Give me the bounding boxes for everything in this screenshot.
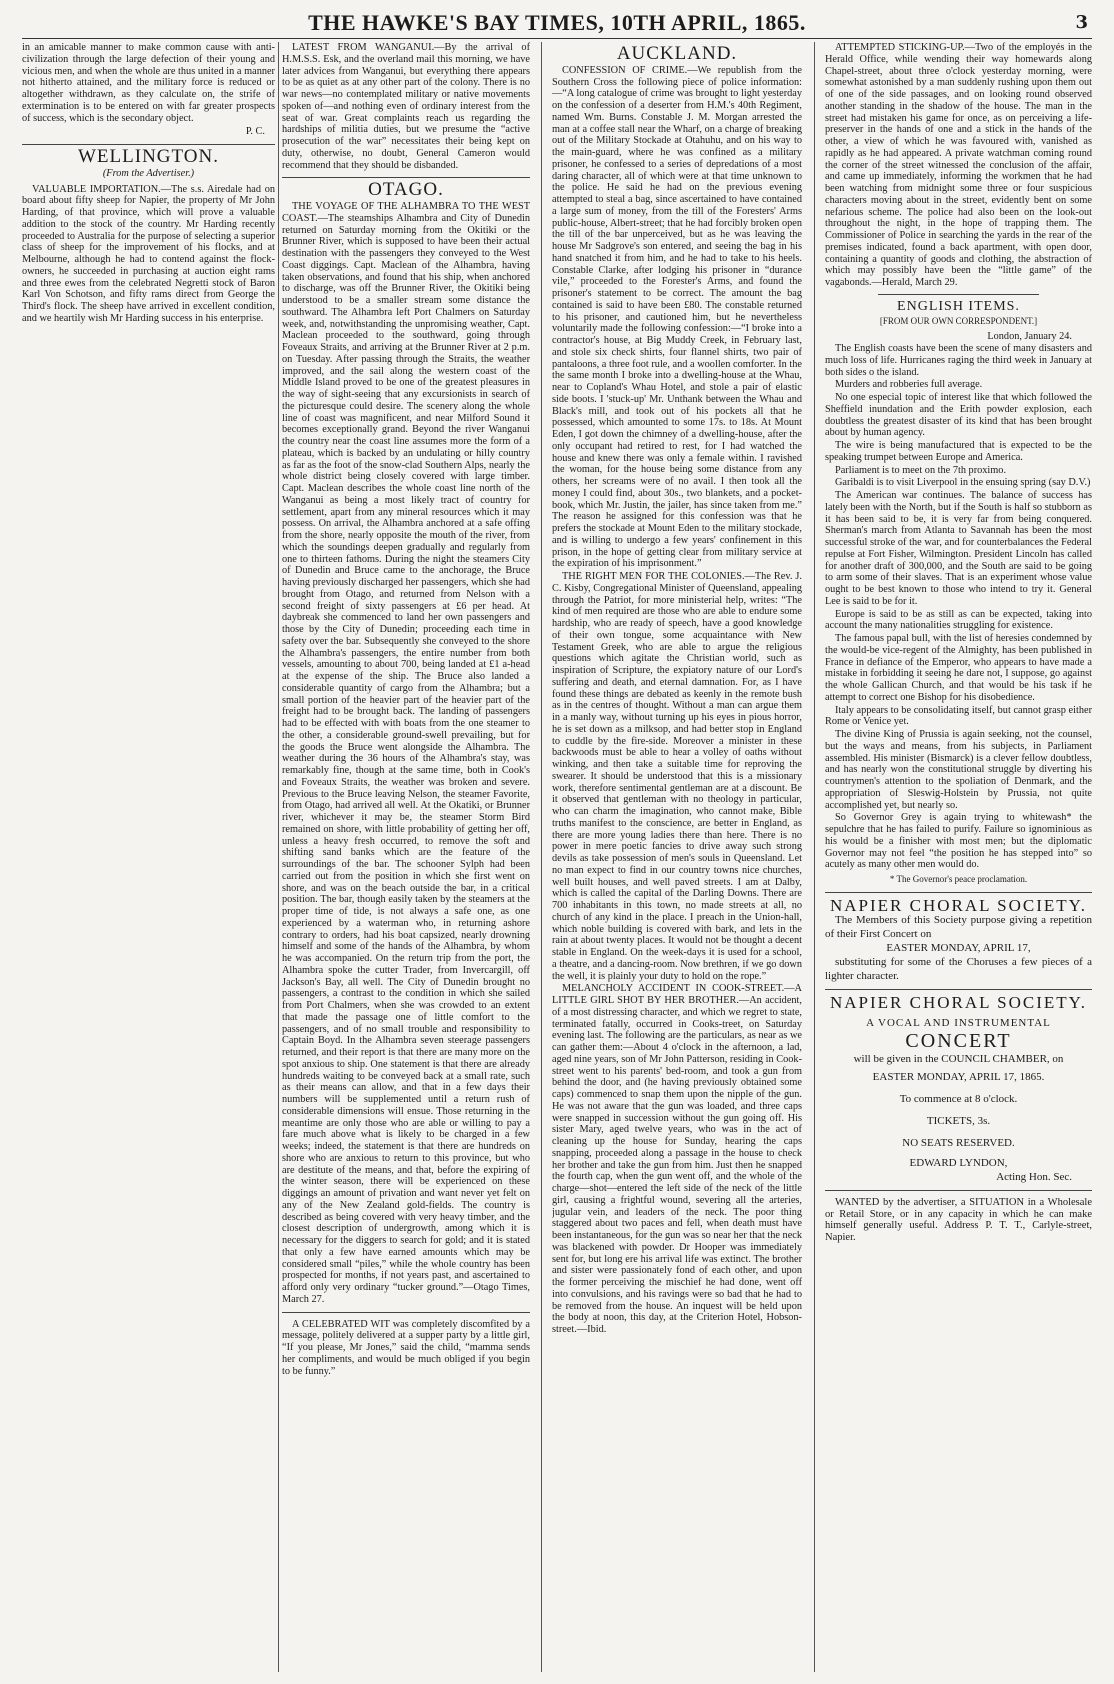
divider (282, 177, 530, 178)
ad-title: NAPIER CHORAL SOCIETY. (830, 992, 1087, 1012)
news-item: Murders and robberies full average. (835, 379, 983, 391)
news-item: The divine King of Prussia is again seeking, not the counsel, but the ways and means, from his subjects, in Parliament assembled. His minister (Bismarck) is a clever fellow doubtless, and has nearly won the constitutional struggle by diverting his countrymen's attention to the spoliation of Denmark, and the appropriation of Sleswig-Holstein by Prussia, not quite accomplished yet, but nearly so. (825, 729, 1092, 811)
news-item: The wire is being manufactured that is expected to be the speaking trumpet between Europe and America. (825, 440, 1092, 463)
divider (825, 892, 1092, 893)
section-source: (From the Advertiser.) (102, 167, 195, 179)
ad-sig-name: EDWARD LYNDON, (909, 1156, 1008, 1169)
article-paragraph: LATEST FROM WANGANUI.—By the arrival of H.M.S.S. Esk, and the overland mail this morning, we have later advices from Wanganui, but everything there appears to be as quiet as at any other part of the colony. There is no war news—no contemplated military or native movements spoken of—and nothing even of ordinary interest from the seat of war. Great complaints reach us regarding the hardships of militia duties, but we presume the “active prosecution of the war” necessitates their being kept on duty, otherwise, no doubt, General Cameron would recommend that they should be disbanded. (282, 42, 530, 171)
article-paragraph: MELANCHOLY ACCIDENT IN COOK-STREET.—A LITTLE GIRL SHOT BY HER BROTHER.—An accident, of a most distressing character, and which we regret to state, terminated fatally, occurred in Cooks-treet, on Saturday evening last. The following are the particulars, as near as we can gather them:—About 4 o'clock in the afternoon, a lad, aged nine years, son of Mr John Patterson, residing in Cook-street went to his parents' bed-room, and took a gun from behind the door, and (he having previously obtained some caps) commenced to snap them upon the nipple of the gun. He was not aware that the gun was loaded, and three caps were snapped in succession without the gun going off. His sister Mary, aged twelve years, who was in the act of cleaning up the house for Sunday, hearing the caps snapping, proceeded along a passage in the house to check her brother and take the gun from him. Just then he snapped the fourth cap, when the gun went off, and the whole of the charge—shot—entered the left side of the neck of the little girl, causing a frightful wound, severing all the arteries, jugular vein, and leaders of the neck. The poor thing staggered about two paces and fell, when death must have been instantaneous, for the gun was so near her that the neck was blackened with powder. Dr Hooper was immediately sent for, but long ere his arrival life was extinct. The brother and sister were passionately fond of each other, and upon the former perceiving the mischief he had done, went off into convulsions, and his ravings were so bad that he had to be removed from the house. An inquest will be held upon the body at noon, this day, at the Criterion Hotel, Hobson-street.—Ibid. (552, 983, 802, 1335)
article-paragraph: THE RIGHT MEN FOR THE COLONIES.—The Rev. J. C. Kisby, Congregational Minister of Queensland, appealing through the Patriot, for more ministerial help, writes: “The kind of men required are those who are able to endure some hardship, who are ready of speech, have a good knowledge of their own tongue, some acquaintance with New Testament Greek, who are able to argue the religious questions which agitate the Christian world, such as inspiration of Scripture, the expiatory nature of our Lord's suffering and death, and eternal damnation. For, as I have found these things are debated as keenly in the remote bush as in the centres of thought. Without a man can argue them in a manly way, without turning up his eyes in pious horror, he is set down as a milksop, and had better stop in England to cuddle by the fire-side. Moreover a minister in these backwoods must be able to hear a volley of oaths without winking, and then take a suitable time for reproving the swearer. It should be understood that this is a missionary work, therefore sentimental gentleman are at a discount. Be it observed that gentleman with no theology in particular, who can charm the imagination, who cannot make, Bible truths manifest to the conscience, are better in England, as there are more young ladies there than here. There is no power in mere poetic fancies to drive away such strong devils as take possession of men's souls in Queensland. Let no man expect to find in our country towns nice churches, well built houses, and well paved streets. I am at Dalby, which is called the capital of the Darling Downs. There are 700 inhabitants in this town, no made streets at all, no church of any kind in the place. I preach in the Union-hall, which noble building is covered with bark, and lets in the rain at about twenty places. It would not be thought a decent stable in England. On the week-days it is used for a school, a theatre, and a dancing-room. Now brethren, if we go down the well, it is plainly your duty to hold on the rope.” (552, 571, 802, 982)
column-1 (22, 42, 275, 1674)
news-item: Garibaldi is to visit Liverpool in the ensuing spring (say D.V.) (835, 477, 1091, 489)
section-heading-auckland: AUCKLAND. (616, 43, 738, 64)
ad-noseats: NO SEATS RESERVED. (902, 1136, 1015, 1149)
divider (282, 1312, 530, 1313)
ad-tickets: TICKETS, 3s. (926, 1114, 991, 1127)
column-rule (814, 42, 815, 1672)
article-paragraph: ATTEMPTED STICKING-UP.—Two of the employés in the Herald Office, while wending their way homewards along Chapel-street, about three o'clock yesterday morning, were somewhat astonished by a man suddenly rushing upon them out of one of the side passages, and on looking round observed another standing in the shadow of the house. The man in the street had mistaken his game for once, as on perceiving a life-preserver in the hands of one and a stick in the hands of the other, a view of which he was favoured with, vanished as rapidly as he had appeared. A private watchman coming round the corner of the street witnessed the conclusion of the affair, and came up immediately, informing the workmen that he had been watching from midnight some three or four suspicious characters moving about in the street, evidently bent on some nefarious scheme. The police had also been on the look-out throughout the night, in the hope of trapping them. The Commissioner of Police in searching the yards in the rear of the premises indicated, found a back apartment, with open door, containing a quantity of goods and clothing, the abstraction of which may possibly have been the “little game” of the vagabonds.—Herald, March 29. (825, 42, 1092, 288)
news-item: Parliament is to meet on the 7th proximo. (835, 464, 1007, 476)
page-number: 3 (1075, 12, 1088, 33)
advertisement-choral-2 (825, 992, 1092, 1184)
advertisement-choral-1 (825, 895, 1092, 983)
signature: P. C. (245, 126, 265, 138)
masthead (22, 10, 1092, 39)
ad-line: will be given in the COUNCIL CHAMBER, on (853, 1052, 1064, 1065)
article-paragraph: in an amicable manner to make common cause with anti-civilization through the large defection of their young and vicious men, and when the whole are thus united in a manner not hitherto attained, and the military force is reduced or altogether withdrawn, as they calculate on, the strife of extermination is to be entered on with far greater prospects of success, which is the secondary object. (22, 42, 275, 124)
section-heading-otago: OTAGO. (368, 179, 444, 201)
ad-concert: CONCERT (905, 1029, 1012, 1052)
advertisement-wanted: WANTED by the advertiser, a SITUATION in a Wholesale or Retail Store, or in any capacity in which he can make himself generally useful. Address P. T. T., Carlyle-street, Napier. (825, 1196, 1092, 1243)
section-heading-english-items: ENGLISH ITEMS. (897, 298, 1020, 314)
column-3 (552, 42, 802, 1674)
ad-text: The Members of this Society purpose giving a repetition of their First Concert on (825, 913, 1092, 940)
column-2 (282, 42, 530, 1674)
divider (22, 144, 275, 145)
column-rule (278, 42, 279, 1672)
section-heading-wellington: WELLINGTON. (78, 146, 219, 167)
column-4 (825, 42, 1092, 1674)
section-source: [FROM OUR OWN CORRESPONDENT.] (879, 315, 1038, 326)
ad-title: NAPIER CHORAL SOCIETY. (830, 895, 1087, 915)
article-paragraph: THE VOYAGE OF THE ALHAMBRA TO THE WEST COAST.—The steamships Alhambra and City of Dunedin returned on Saturday morning from the Okitiki or the Brunner River, which is supposed to have been their actual destination with the passengers they conveyed to the West Coast diggings. Capt. Maclean of the Alhambra, having taken observations, and found that his ship, when anchored to discharge, was off the Brunner River, the Okitiki being understood to be a smaller stream some distance the southward. The Alhambra left Port Chalmers on Saturday week, and, notwithstanding the unpromising weather, Capt. Maclean proceeded to the southward, going through Foveaux Straits, and arriving at the Brunner River at 2 p.m. on Tuesday. After passing through the Straits, the weather improved, and the sail along the western coast of the Middle Island proved to be one of the greatest pleasures in the way of sight-seeing that any excursionists in search of the picturesque could desire. The scenery along the whole line of coast was magnificent, and near Milford Sound it becomes exceptionally grand. Beyond the river Wanganui the country near the coast line assumes more the form of a plateau, which is backed by an undulating or hilly country as far as the foot of the snow-clad Southern Alps, nearly the whole district being closely covered with large timber. Capt. Maclean describes the whole coast line north of the Wanganui as being a most likely tract of country for settlement, apart from any mineral resources which it may possess. On arrival, the Alhambra anchored at a safe offing from the shore, nearly opposite the mouth of the river, from which the soundings deepen gradually and regularly from one to thirteen fathoms. During the night the steamers City of Dunedin and Bruce came to the anchorage, the Bruce having previously discharged her passengers, which she had brought from Otago, and returned from Nelson with a second freight of sixty passengers at £6 per head. At daybreak she commenced to land her own passengers and those by the City of Dunedin; proceeding each time in safety over the bar. Subsequently she conveyed to the shore the Alhambra's passengers, the entire number from both vessels, amounting to about 700, being landed at £1 a-head at the expense of the ship. The Bruce also landed a considerable quantity of cargo from the Alhambra; but a small portion of the heavier part of the heavier part of the freight had to be brought back. The landing of passengers had to be effected with with boats from the one steamer to the other, a considerable ground-swell prevailing, but for the goods the Bruce went alongside the Alhambra. The weather during the 36 hours of the Alhambra's stay, was remarkably fine, though at the same time, both in Cook's and Foveaux Straits, the weather was broken and severe. Previous to the Bruce leaving Nelson, the steamer Favorite, from Otago, had arrived all well. At the Okatiki, or Brunner river, whichever it may be, the steamer Storm Bird remained on shore, with little probability of getting her off, unless a heavy fresh occurred, to remove the soft and shifting sand banks which are the feature of the surroundings of the bar. The schooner Sylph had been carried out from the position in which she first went on shore, and was on the beach outside the bar, in a critical position. The bar, though easily taken by the steamers at the proper time of tide, is not always a safe one, as one experienced by a waterman who, in returning ashore contrary to orders, had his boat capsized, nearly drowning himself and some of the hands of the Alhambra, by whom he was accompanied. On the return trip from the port, the Alhambra spoke the cutter Trader, from Invercargill, off Jackson's Bay, all well. The City of Dunedin brought no passengers, a contrast to the condition in which she sailed from Port Chalmers, when she was crowded to an extent that made the passage one of little comfort to the passengers, and of no small trouble and responsibility to Captain Boyd. In the Alhambra seven steerage passengers returned, and their report is that there are many more on the spot anxious to ship. One statement is that there are already hundreds waiting to be conveyed back at a small rate, such as their means can allow, and that in a few days their numbers will be supplemented until a return rush of considerable dimensions will ensue. Those returning in the meantime are only those who are able or willing to pay a fare much above what is likely to be charged in a few weeks; indeed, the statement is that there are hundreds on shore who are anxious to return to this province, but who are destitute of the means, and that, before the expiring of the winter season, there will be experienced on these diggings an amount of privation and want never yet felt on any of the New Zealand gold-fields. The country is described as being covered with very heavy timber, and the closest description of undergrowth, among which it is necessary for the diggers to search for gold; and it is stated that only a few have earned amounts which may be considered small “piles,” while the whole country has been prospected for months, if not years past, and ascertained to afford only very ordinary “tucker ground.”—Otago Times, March 27. (282, 201, 530, 1305)
dateline: London, January 24. (987, 331, 1072, 343)
masthead-title: THE HAWKE'S BAY TIMES, 10TH APRIL, 1865. (308, 10, 806, 35)
divider (878, 294, 1038, 295)
ad-date: EASTER MONDAY, APRIL 17, 1865. (872, 1070, 1045, 1083)
news-item: The English coasts have been the scene of many disasters and much loss of life. Hurricanes raging the third week in January at both sides o the island. (825, 343, 1092, 378)
news-item: So Governor Grey is again trying to whitewash* the sepulchre that he has failed to purify. Failure so ignominious as his would be a finisher with most men; but the diplomatic Governor may not feel “the position he has stepped into” so acutely as many other men would do. (825, 812, 1092, 871)
news-item: Europe is said to be as still as can be expected, taking into account the many nationalities struggling for existence. (825, 608, 1092, 632)
divider (825, 1190, 1092, 1191)
ad-time: To commence at 8 o'clock. (899, 1092, 1018, 1105)
ad-date: EASTER MONDAY, APRIL 17, (886, 941, 1031, 954)
article-paragraph: CONFESSION OF CRIME.—We republish from the Southern Cross the following piece of police information:—“A long catalogue of crime was brought to light yesterday on the confession of a deserter from H.M.'s 40th Regiment, named Wm. Burns. Constable J. M. Morgan arrested the man at a coffee stall near the Wharf, on a charge of breaking out of the Military Stockade at Otahuhu, and on his way to the main-guard, where he was confined as a military prisoner, he confessed to a series of depredations of a most daring character, all of which were at that time unknown to the police. He said he had on the previous evening attempted to steal a bag, since ascertained to have contained a large sum of money, from the till of the Foresters' Arms public-house, Albert-street; that he had forcibly broken open the till of the bar unperceived, but as he was leaving the house Mr Sadgrove's son entered, and seeing the bag in his hand snatched it from him, and he had to take to his heels. Constable Clarke, after lodging his prisoner in “durance vile,” proceeded to the Forester's Arms, and found the prisoner's statement to be correct. The amount the bag contained is said to have been £80. The constable returned to his prisoner, and cautioned him, but he nevertheless voluntarily made the following confession:—“I broke into a contractor's house, at Big Muddy Creek, in February last, and stole six check shirts, four flannel shirts, two pair of pantaloons, a three foot rule, and a woollen comforter. In the the same month I broke into a dwelling-house at the Whau, near to Copland's Whau Hotel, and stole a pair of elastic side boots. I 'stuck-up' Mr. Unthank between the Whau and Black's mill, and took out of his pockets all that he possessed, which amounted to some 17s. to 18s. At Mount Eden, I got down the chimney of a dwelling-house, after the only occupant had retired to rest, for I had watched the house and knew there was only a female within. I ravished the woman, for the house being some distance from any others, her screams were of no avail. I then took all the money I could find, about 30s., two blankets, and a pocket-book, which Mr. Justin, the jailer, has since taken from me.” The reason he assigned for this confession was that he prefers the stockade at Mount Eden to the military stockade, and is willing to undergo a few years' confinement in this prison, in the hope of getting clear from military service at the expiration of his imprisonment.” (552, 64, 802, 570)
ad-line: A VOCAL AND INSTRUMENTAL (866, 1016, 1051, 1029)
article-paragraph: A CELEBRATED WIT was completely discomfited by a message, politely delivered at a supper party by a little girl, “If you please, Mr Jones,” said the child, “mamma sends her compliments, and would be much obliged if you begin to be funny.” (282, 1318, 530, 1377)
footnote: * The Governor's peace proclamation. (889, 874, 1028, 884)
column-rule (541, 42, 542, 1672)
ad-sig-role: Acting Hon. Sec. (996, 1170, 1072, 1183)
news-item: The American war continues. The balance of success has lately been with the North, but if the South is half so stubborn as it has been said to be, it is very far from being conquered. Sherman's march from Atlanta to Savannah has been the most successful stroke of the war, and for counterbalances the Federal repulse at Fort Fisher, Wilmington. President Lincoln has called for another draft of 300,000, and the South are said to be going to arm some of their slaves. That is an experiment whose value ought to be best known to those who intend to try it. General Lee is said to be for it. (825, 490, 1092, 607)
article-paragraph: VALUABLE IMPORTATION.—The s.s. Airedale had on board about fifty sheep for Napier, the property of Mr John Harding, of that province, which will prove a valuable addition to the stock of the country. Mr Harding recently proceeded to Australia for the purpose of selecting a superior class of sheep for the improvement of his flocks, and at Melbourne, although he had to contend against the flock-owners, he succeeded in purchasing at auction eight rams and three ewes from the celebrated Negretti stock of Baron Karl Von Schotson, and fifty rams direct from George the Third's flock. The sheep have arrived in excellent condition, and we heartily wish Mr Harding success in his enterprise. (22, 183, 275, 324)
news-item: Italy appears to be consolidating itself, but cannot grasp either Rome or Venice yet. (825, 704, 1092, 728)
news-item: The famous papal bull, with the list of heresies condemned by the would-be vice-regent of the Almighty, has been published in France in defiance of the Emperor, who appears to have made a mistake in forbidding it seeing he dare not, I suppose, go against the whole Gallican Church, and that would be his task if he attempt to correct one Bishop for his disobedience. (825, 633, 1092, 703)
ad-text: substituting for some of the Choruses a few pieces of a lighter character. (825, 955, 1092, 982)
divider (825, 989, 1092, 990)
news-item: No one especial topic of interest like that which followed the Sheffield inundation and the Erith powder explosion, each doubtless the greatest disaster of its kind that has been brought about by human agency. (825, 392, 1092, 439)
